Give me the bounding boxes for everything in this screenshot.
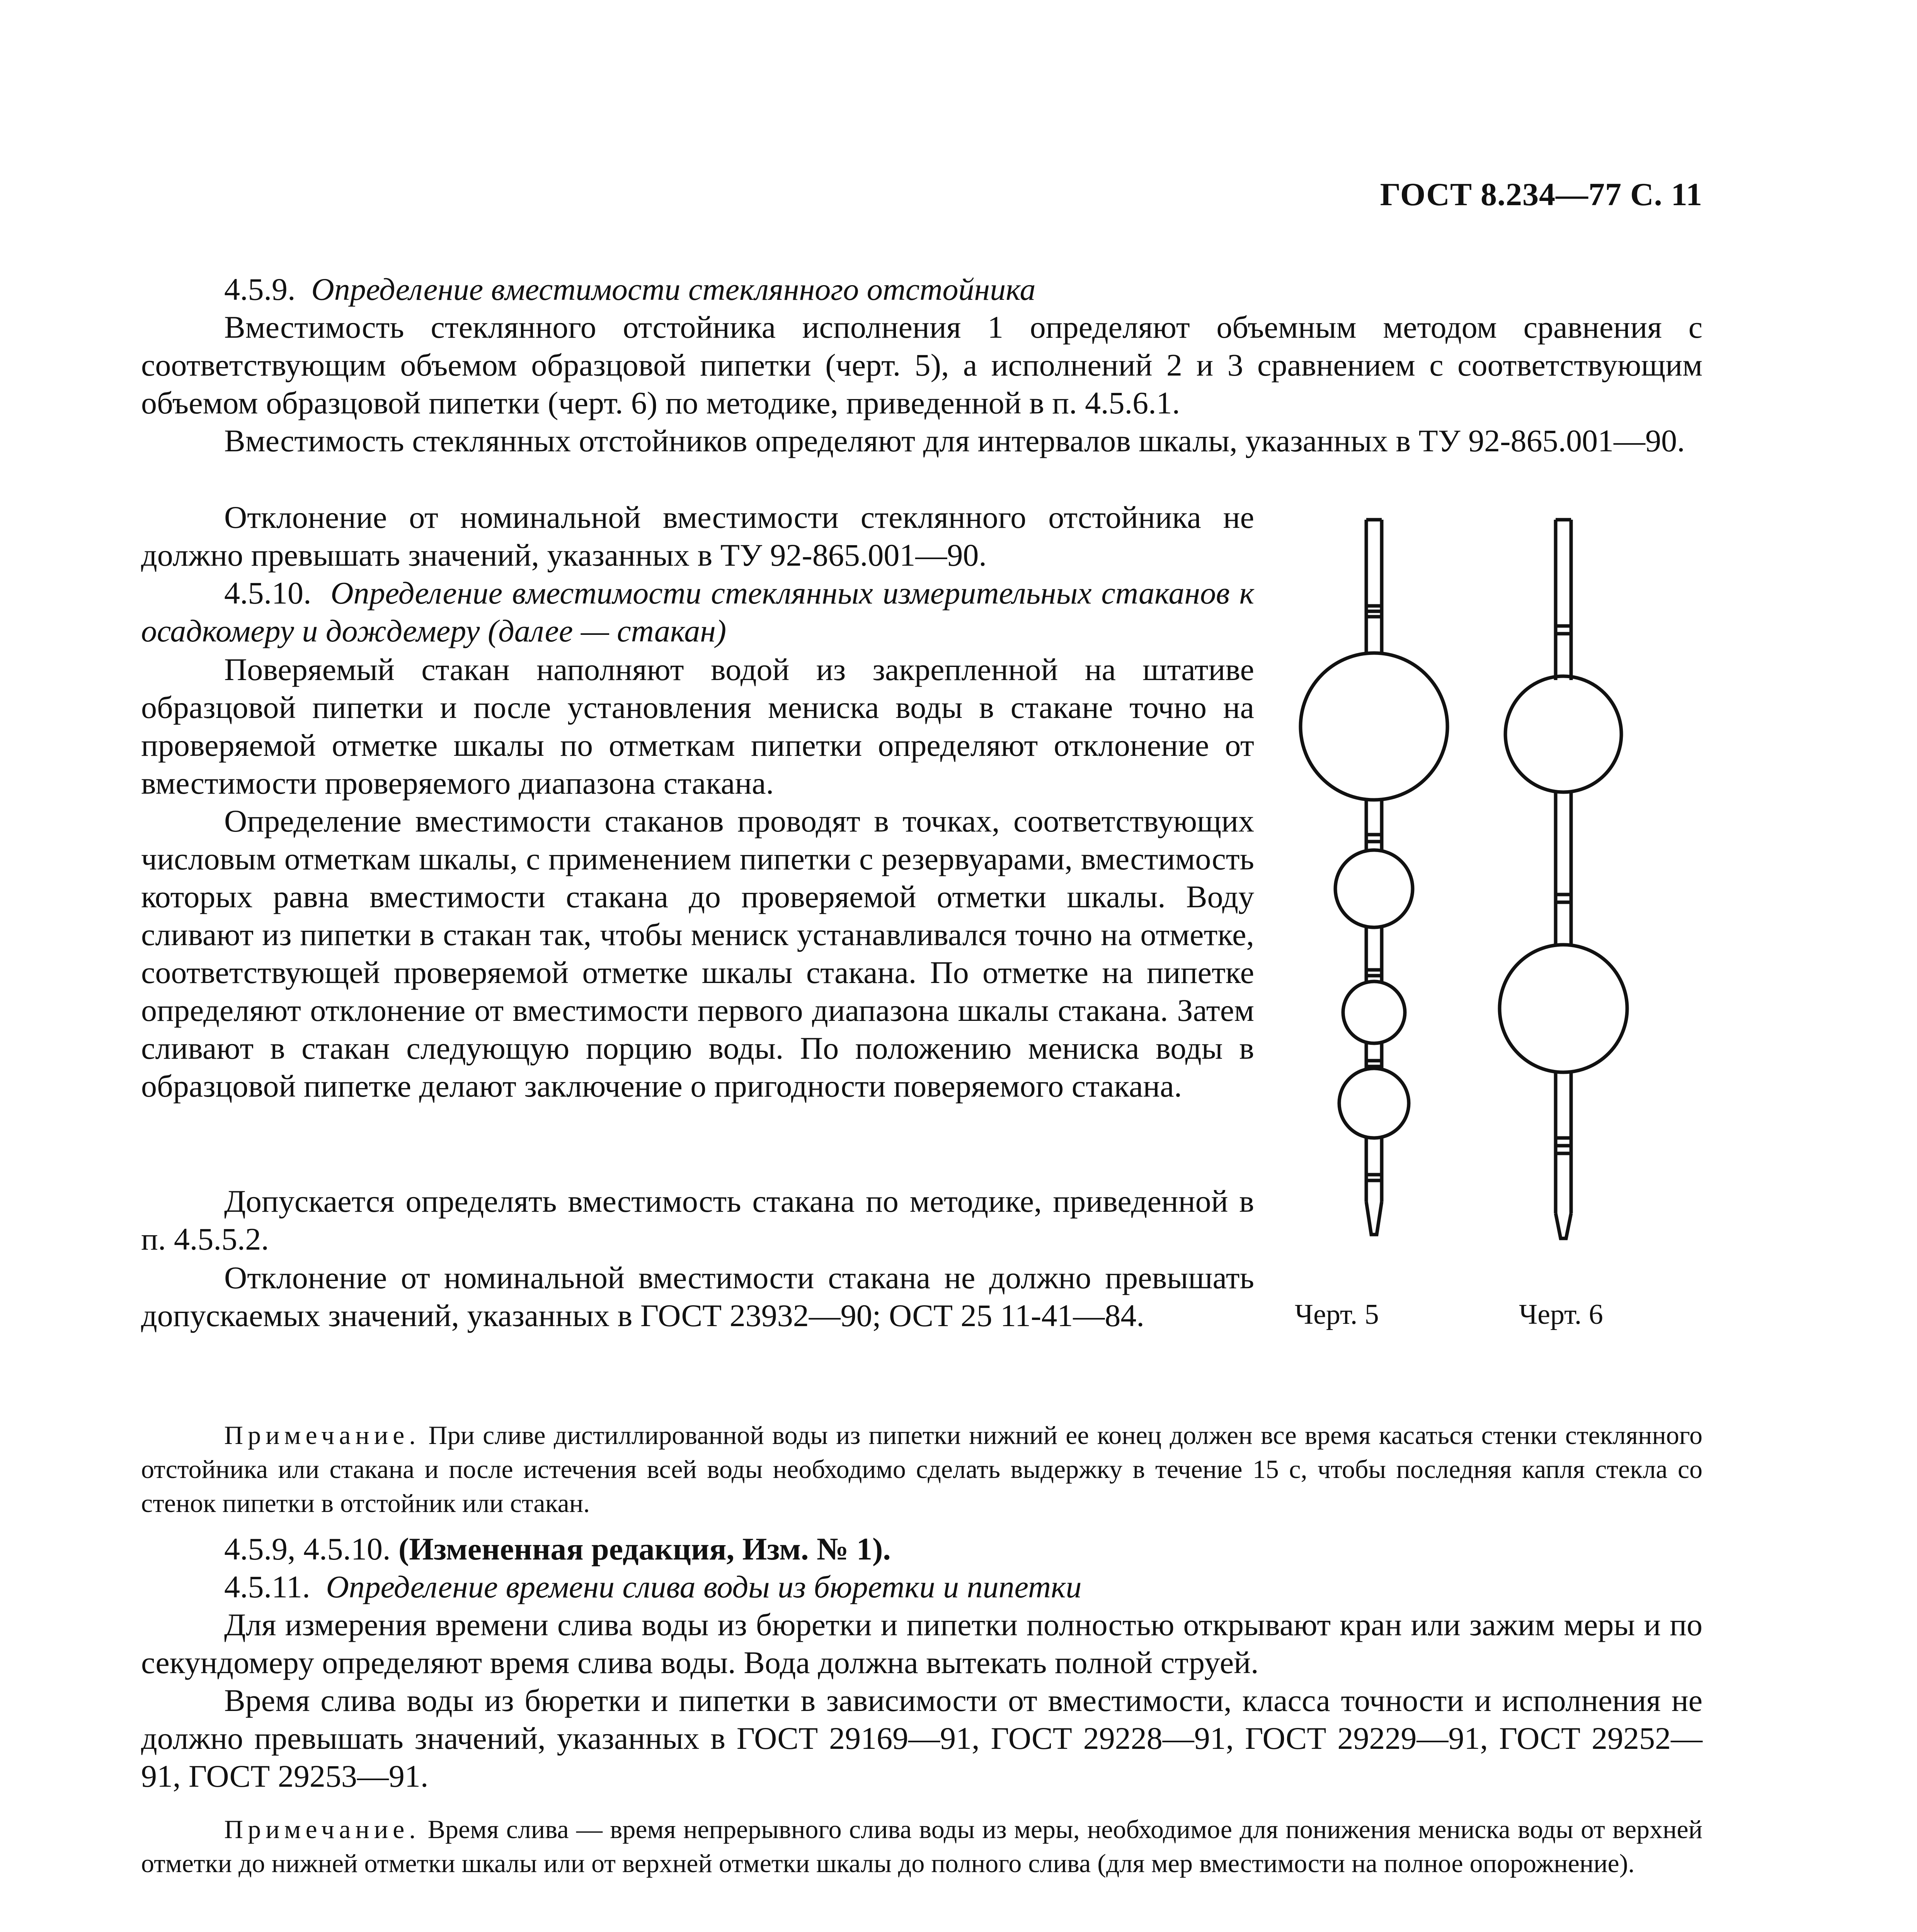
section-title: Определение вместимости стеклянного отстойника [311,272,1036,307]
paragraph: Время слива воды из бюретки и пипетки в зависимости от вместимости, класса точности и исполнения не должно превышать значений, указанных в ГОСТ 29169—91, ГОСТ 29228—91, ГОСТ 29229—91, ГОСТ 29252—91, ГОСТ 29253—91. [141,1683,1702,1794]
section-title: Определение вместимости стеклянных измерительных стаканов к осадкомеру и дождемеру (далее — стакан) [141,575,1255,648]
note-text: Время слива — время непрерывного слива воды из меры, необходимое для понижения мениска воды от верхней отметки до нижней отметки шкалы или от верхней отметки шкалы до полного слива (для мер вместимости на полное опорожнение). [141,1815,1703,1878]
section-number: 4.5.9. [224,272,296,307]
note-text: При сливе дистиллированной воды из пипетки нижний ее конец должен все время касаться стенки стеклянного отстойника или стакана и после истечения всей воды необходимо сделать выдержку в течение 15 с, чтобы последняя капля стекла со стенок пипетки в отстойник или стакан. [141,1420,1702,1518]
pipette-drawings [1272,510,1658,1283]
note-2 [141,1812,1702,1880]
amendment-line [141,1530,1702,1568]
paragraph: Определение вместимости стаканов проводят в точках, соответствующих числовым отметкам шкалы, с применением пипетки с резервуарами, вместимость которых равна вместимости стакана до проверяемой отметки шкалы. Воду сливают из пипетки в стакан так, чтобы мениск устанавливался точно на отметке, соответствующей проверяемой отметке шкалы стакана. По отметке на пипетке определяют отклонение от вместимости первого диапазона шкалы стакана. Затем сливают в стакан следующую порцию воды. По положению мениска воды в образцовой пипетке делают заключение о пригодности поверяемого стакана. [141,803,1254,1104]
figure-5-pipette [1301,520,1447,1235]
section-4-5-10-heading [141,574,1254,650]
note-1 [141,1418,1702,1520]
figure-6-pipette [1500,520,1627,1238]
figures-pipettes [1272,510,1658,1360]
section-number: 4.5.10. [224,575,312,611]
paragraph: Для измерения времени слива воды из бюретки и пипетки полностью открывают кран или зажим меры и по секундомеру определяют время слива воды. Вода должна вытекать полной струей. [141,1607,1702,1680]
section-title: Определение времени слива воды из бюретки и пипетки [326,1569,1082,1604]
section-4-5-9-heading [141,270,1702,308]
note-label: Примечание. [224,1815,421,1844]
amendment-refs: 4.5.9, 4.5.10. [224,1531,391,1566]
paragraph: Вместимость стеклянного отстойника исполнения 1 определяют объемным методом сравнения с соответствующим объемом образцовой пипетки (черт. 5), а исполнений 2 и 3 сравнением с соответствующим объемом образцовой пипетки (черт. 6) по методике, приведенной в п. 4.5.6.1. [141,310,1702,420]
figure-5-caption: Черт. 5 [1295,1299,1379,1330]
paragraph: Отклонение от номинальной вместимости стеклянного отстойника не должно превышать значений, указанных в ТУ 92-865.001—90. [141,500,1254,573]
note-label: Примечание. [224,1420,421,1450]
page-header: ГОСТ 8.234—77 С. 11 [1380,177,1702,213]
paragraph: Допускается определять вместимость стакана по методике, приведенной в п. 4.5.5.2. [141,1184,1254,1257]
paragraph: Отклонение от номинальной вместимости стакана не должно превышать допускаемых значений, указанных в ГОСТ 23932—90; ОСТ 25 11-41—84. [141,1260,1254,1333]
section-number: 4.5.11. [224,1569,310,1604]
figure-6-caption: Черт. 6 [1519,1299,1603,1330]
paragraph: Поверяемый стакан наполняют водой из закрепленной на штативе образцовой пипетки и после установления мениска воды в стакане точно на проверяемой отметке шкалы по отметкам пипетки определяют отклонение от вместимости проверяемого диапазона стакана. [141,652,1254,801]
amendment-text: (Измененная редакция, Изм. № 1). [398,1531,891,1566]
section-4-5-11-heading [141,1568,1702,1606]
paragraph: Вместимость стеклянных отстойников определяют для интервалов шкалы, указанных в ТУ 92-865.001—90. [224,423,1685,458]
